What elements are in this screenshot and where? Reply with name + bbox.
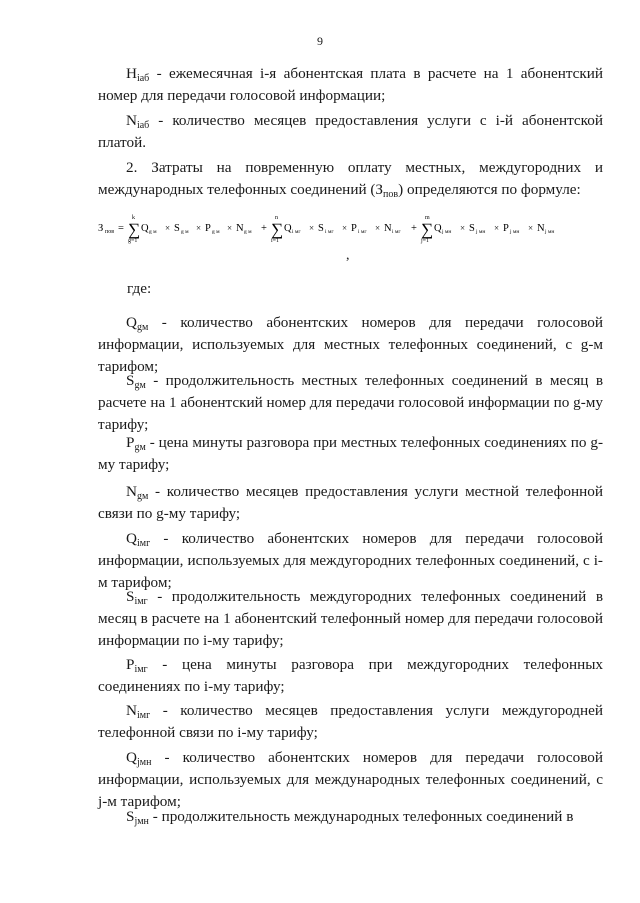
- symbol: S: [126, 588, 135, 605]
- formula-svg: [98, 212, 603, 246]
- symbol: Q: [126, 749, 137, 766]
- formula-lhs: З: [98, 223, 104, 234]
- symbol-subscript: iаб: [136, 73, 150, 84]
- definition-text: - количество месяцев предоставления услуги междугородней телефонной связи по i-му тарифу;: [98, 702, 603, 741]
- sum3-sub-s: j мн: [476, 229, 486, 235]
- sum1-sub-q: g м: [149, 229, 157, 235]
- page-number: 9: [317, 34, 323, 48]
- sum2-term-q: Q: [284, 223, 292, 234]
- sum2-sub-q: i мг: [292, 229, 301, 235]
- sum1-term-q: Q: [141, 223, 149, 234]
- definition-text: - количество абонентских номеров для передачи голосовой информации, используемых для местных телефонных соединений, с g-м тарифом;: [98, 314, 604, 375]
- symbol-subscript: gм: [136, 491, 149, 502]
- definition-item: [98, 654, 603, 698]
- definition-item: [98, 312, 603, 378]
- section-2-paragraph: [98, 157, 603, 201]
- definition-text: - продолжительность международных телефонных соединений в: [152, 808, 574, 825]
- symbol-subscript: iмг: [134, 664, 148, 675]
- sum1-term-p: P: [205, 223, 211, 234]
- symbol: S: [126, 808, 135, 825]
- times-sign: ×: [528, 223, 534, 233]
- sum1-lower: g=1: [128, 238, 138, 244]
- sum-sign-icon: ∑: [271, 220, 284, 239]
- definition-item: [98, 700, 603, 744]
- symbol-subscript: iмг: [134, 596, 148, 607]
- sum2-sub-n: i мг: [392, 229, 401, 235]
- sum3-term-n: N: [537, 223, 545, 234]
- sum-sign-icon: ∑: [421, 220, 434, 239]
- section-2-text-before: 2. Затраты на повременную оплату местных, междугородних и международных телефонных соединений (З: [98, 159, 603, 198]
- symbol: P: [126, 434, 135, 451]
- sum3-term-p: P: [503, 223, 509, 234]
- sum2-term-s: S: [318, 223, 324, 234]
- definition-n-iab: [98, 110, 603, 154]
- sum3-sub-n: j мн: [545, 229, 555, 235]
- times-sign: ×: [494, 223, 500, 233]
- plus-sign: +: [411, 223, 417, 234]
- formula-equals: =: [118, 223, 124, 234]
- formula-lhs-sub: пов: [105, 229, 115, 235]
- symbol: P: [126, 656, 135, 673]
- times-sign: ×: [342, 223, 348, 233]
- sum3-upper: m: [425, 215, 430, 221]
- symbol: N: [126, 702, 137, 719]
- symbol-subscript: jмн: [134, 816, 149, 827]
- section-2-text-after: ) определяются по формуле:: [398, 181, 581, 198]
- definition-item: [98, 747, 603, 813]
- sum3-term-q: Q: [434, 223, 442, 234]
- definition-text: - количество абонентских номеров для передачи голосовой информации, используемых для международных телефонных соединений, с j-м тарифом;: [98, 749, 604, 810]
- sum2-upper: n: [275, 215, 278, 221]
- definition-item: [98, 586, 603, 652]
- times-sign: ×: [196, 223, 202, 233]
- symbol-subscript: gм: [136, 322, 149, 333]
- definition-text: - цена минуты разговора при междугородних телефонных соединениях по i-му тарифу;: [98, 656, 604, 695]
- symbol: Q: [126, 314, 137, 331]
- symbol-subscript: jмн: [136, 757, 152, 768]
- sum3-term-s: S: [469, 223, 475, 234]
- symbol: H: [126, 65, 137, 82]
- sum1-sub-s: g м: [181, 229, 189, 235]
- symbol-subscript: iаб: [136, 120, 150, 131]
- sum2-sub-s: i мг: [325, 229, 334, 235]
- symbol-subscript: iмг: [136, 710, 151, 721]
- sum1-sub-p: g м: [212, 229, 220, 235]
- symbol-subscript: gм: [134, 380, 146, 391]
- sum2-term-p: P: [351, 223, 357, 234]
- definition-text: - количество месяцев предоставления услуги местной телефонной связи по g-му тарифу;: [98, 483, 604, 522]
- sum1-term-n: N: [236, 223, 244, 234]
- definition-text: - количество абонентских номеров для передачи голосовой информации, используемых для междугородних телефонных соединений, с i-м тарифом;: [98, 530, 604, 591]
- times-sign: ×: [309, 223, 315, 233]
- times-sign: ×: [375, 223, 381, 233]
- definition-text: - продолжительность междугородних телефонных соединений в месяц в расчете на 1 абонентский телефонный номер для передачи голосовой информации по i-му тарифу;: [98, 588, 603, 649]
- definition-text: - цена минуты разговора при местных телефонных соединениях по g-му тарифу;: [98, 434, 604, 473]
- definition-text: - продолжительность местных телефонных соединений в месяц в расчете на 1 абонентский номер для передачи голосовой информации по g-му тарифу;: [98, 372, 604, 433]
- sum2-term-n: N: [384, 223, 392, 234]
- definition-text: - ежемесячная i-я абонентская плата в расчете на 1 абонентский номер для передачи голосовой информации;: [98, 65, 604, 104]
- sum3-sub-q: j мн: [442, 229, 452, 235]
- definition-h-iab: [98, 63, 603, 107]
- times-sign: ×: [165, 223, 171, 233]
- formula-comma: ,: [346, 248, 350, 263]
- definition-text: - количество месяцев предоставления услуги с i-й абонентской платой.: [98, 112, 604, 151]
- sum2-lower: i=1: [271, 238, 280, 244]
- sum3-sub-p: j мн: [510, 229, 520, 235]
- sum1-upper: k: [132, 215, 135, 221]
- where-label: где:: [127, 280, 152, 297]
- definition-item: [98, 528, 603, 594]
- definition-item: [98, 481, 603, 525]
- sum2-sub-p: i мг: [358, 229, 367, 235]
- cost-formula: [98, 212, 603, 244]
- sum3-lower: j=1: [421, 238, 430, 244]
- symbol-subscript: iмг: [136, 538, 151, 549]
- symbol-subscript: gм: [134, 442, 146, 453]
- definition-item: [98, 370, 603, 436]
- section-2-subscript: пов: [383, 189, 399, 200]
- times-sign: ×: [227, 223, 233, 233]
- symbol: S: [126, 372, 135, 389]
- sum1-term-s: S: [174, 223, 180, 234]
- definition-item: [98, 806, 603, 828]
- symbol: Q: [126, 530, 137, 547]
- times-sign: ×: [460, 223, 466, 233]
- symbol: N: [126, 112, 137, 129]
- definition-item: [98, 432, 603, 476]
- sum1-sub-n: g м: [244, 229, 252, 235]
- symbol: N: [126, 483, 137, 500]
- sum-sign-icon: ∑: [128, 220, 141, 239]
- plus-sign: +: [261, 223, 267, 234]
